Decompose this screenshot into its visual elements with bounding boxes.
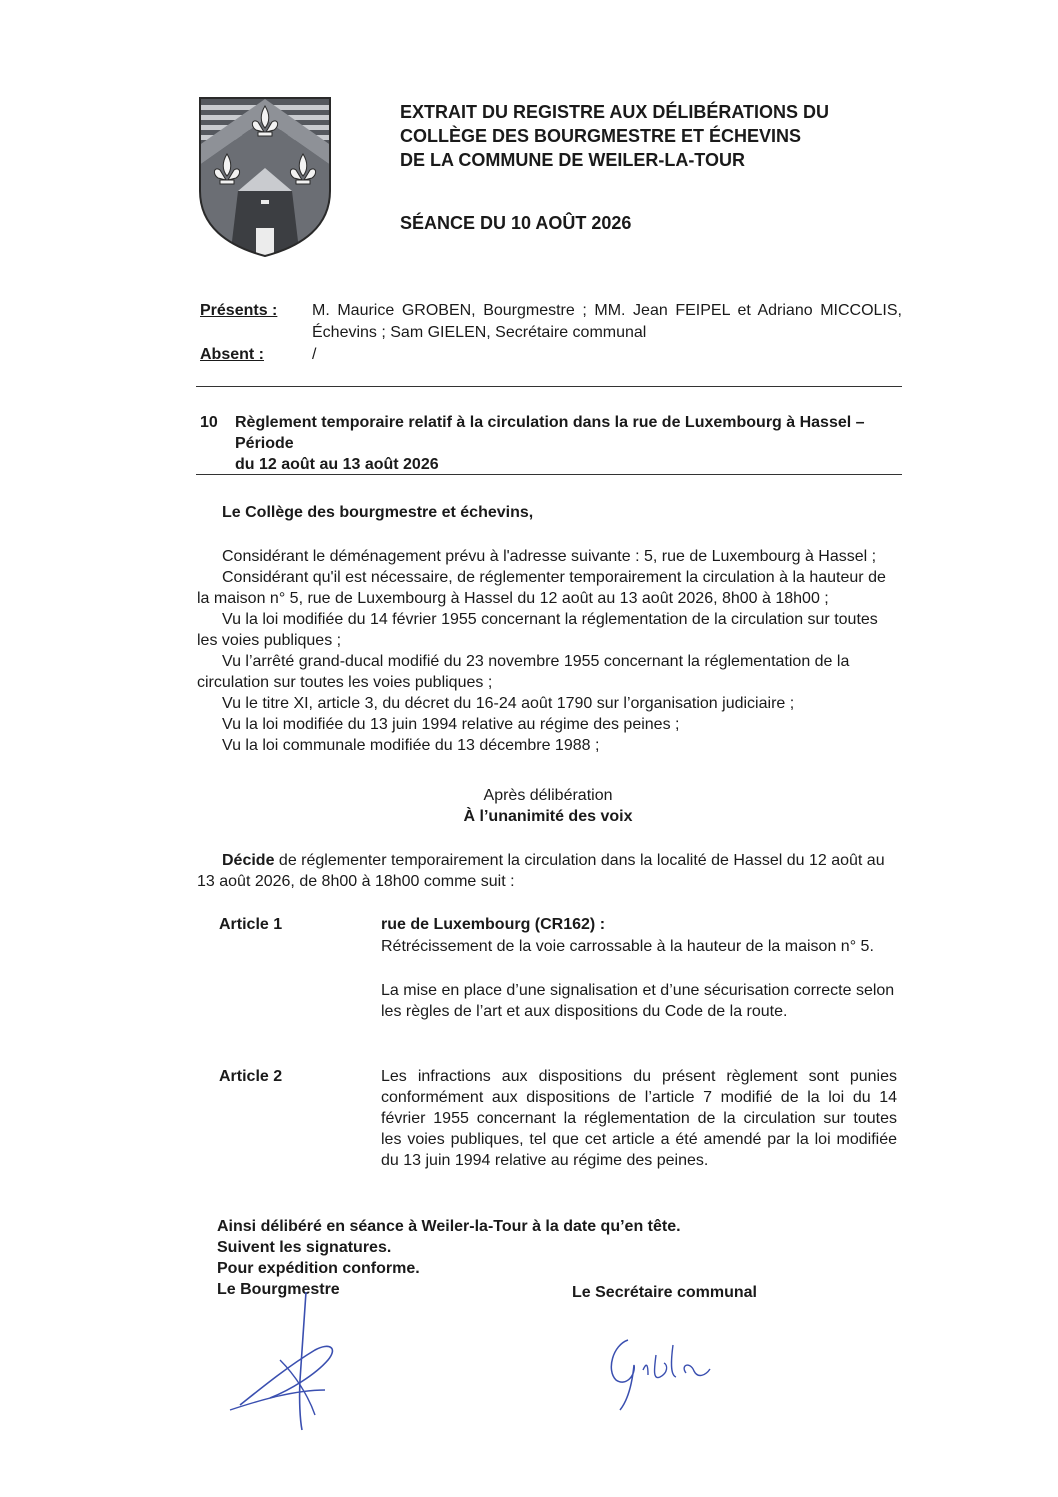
absent-label: Absent : <box>200 346 264 363</box>
item-title-line-1: Règlement temporaire relatif à la circulation dans la rue de Luxembourg à Hassel – Période <box>235 414 865 452</box>
consideration-line: Vu l’arrêté grand-ducal modifié du 23 novembre 1955 concernant la réglementation de la <box>222 653 850 670</box>
consideration-line: circulation sur toutes les voies publiques ; <box>197 674 493 691</box>
present-line-2: Échevins ; Sam GIELEN, Secrétaire communal <box>312 324 647 341</box>
article-2-line: conformément aux dispositions de l’article 7 modifié de la loi du 14 <box>381 1089 897 1106</box>
title-line-3: DE LA COMMUNE DE WEILER-LA-TOUR <box>400 150 745 170</box>
mayor-signature-icon <box>220 1290 350 1440</box>
article-1-label: Article 1 <box>219 916 283 933</box>
divider-top <box>196 386 902 387</box>
decision-line-1 <box>197 850 901 871</box>
college-heading: Le Collège des bourgmestre et échevins, <box>222 504 534 521</box>
item-number: 10 <box>200 414 218 431</box>
decides-word: Décide <box>222 852 275 869</box>
consideration-line: les voies publiques ; <box>197 632 342 649</box>
header-title <box>400 100 920 172</box>
divider-bottom <box>196 474 902 475</box>
title-line-1: EXTRAIT DU REGISTRE AUX DÉLIBÉRATIONS DU <box>400 102 830 122</box>
coat-of-arms-icon <box>198 96 332 258</box>
decision-line-2: 13 août 2026, de 8h00 à 18h00 comme suit : <box>197 873 515 890</box>
after-deliberation: Après délibération <box>483 787 613 804</box>
session-date: SÉANCE DU 10 AOÛT 2026 <box>400 213 632 233</box>
title-line-2: COLLÈGE DES BOURGMESTRE ET ÉCHEVINS <box>400 126 802 146</box>
closing-line-2: Suivent les signatures. <box>217 1239 392 1256</box>
consideration-line: Vu la loi modifiée du 14 février 1955 concernant la réglementation de la circulation sur toutes <box>222 611 878 628</box>
consideration-line: Considérant qu'il est nécessaire, de réglementer temporairement la circulation à la hauteur de <box>222 569 886 586</box>
article-2-line: février 1955 concernant la réglementation de la circulation sur toutes <box>381 1110 897 1127</box>
absent-value: / <box>312 346 317 363</box>
article-1-paragraph <box>381 980 901 1022</box>
closing-line-3: Pour expédition conforme. <box>217 1260 420 1277</box>
decides-text: de réglementer temporairement la circulation dans la localité de Hassel du 12 août au <box>274 852 885 869</box>
decision <box>197 850 901 892</box>
consideration-line: Vu la loi modifiée du 13 juin 1994 relative au régime des peines ; <box>222 716 680 733</box>
article-2-line: les voies publiques, tel que cet article a été amendé par la loi modifiée <box>381 1131 897 1148</box>
present-line-1: M. Maurice GROBEN, Bourgmestre ; MM. Jean FEIPEL et Adriano MICCOLIS, <box>312 302 902 319</box>
secretary-signature-icon <box>598 1335 728 1415</box>
article-2-line: Les infractions aux dispositions du présent règlement sont punies <box>381 1068 897 1085</box>
article-2-text <box>381 1066 897 1171</box>
unanimity: À l’unanimité des voix <box>463 808 633 825</box>
considerations <box>197 546 901 756</box>
present-label: Présents : <box>200 302 278 319</box>
article-1-text: Rétrécissement de la voie carrossable à la hauteur de la maison n° 5. <box>381 938 874 955</box>
mayor-label: Le Bourgmestre <box>217 1281 340 1298</box>
consideration-line: Vu la loi communale modifiée du 13 décembre 1988 ; <box>222 737 600 754</box>
article-2-line: du 13 juin 1994 relative au régime des peines. <box>381 1152 709 1169</box>
article-1-p2-line-1: La mise en place d’une signalisation et d’une sécurisation correcte selon <box>381 982 895 999</box>
secretary-label: Le Secrétaire communal <box>572 1284 757 1301</box>
item-title-line-2: du 12 août au 13 août 2026 <box>235 456 439 473</box>
consideration-line: la maison n° 5, rue de Luxembourg à Hassel du 12 août au 13 août 2026, 8h00 à 18h00 ; <box>197 590 829 607</box>
consideration-line: Vu le titre XI, article 3, du décret du 16-24 août 1790 sur l’organisation judiciaire ; <box>222 695 795 712</box>
consideration-line: Considérant le déménagement prévu à l'adresse suivante : 5, rue de Luxembourg à Hassel ; <box>222 548 877 565</box>
article-1-street: rue de Luxembourg (CR162) : <box>381 916 606 933</box>
closing-line-1: Ainsi délibéré en séance à Weiler-la-Tour à la date qu’en tête. <box>217 1218 681 1235</box>
article-1-p2-line-2: les règles de l’art et aux dispositions du Code de la route. <box>381 1003 788 1020</box>
item-title <box>235 412 905 475</box>
article-2-label: Article 2 <box>219 1068 283 1085</box>
